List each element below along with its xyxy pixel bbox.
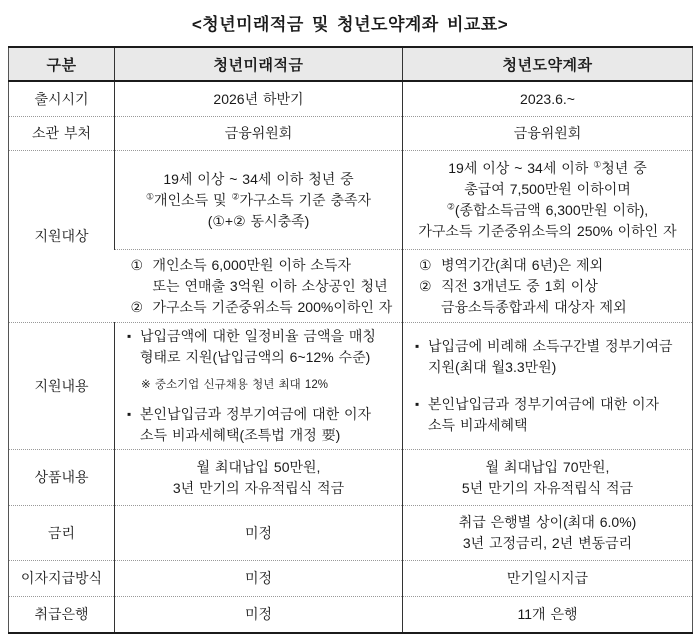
label-interest-payment: 이자지급방식 [9,561,115,597]
square-bullet-icon: ▪ [415,339,420,353]
criteria-doyak-line4: 가구소득 기준중위소득의 250% 이하인 자 [418,223,677,239]
exclusion-item: ② 직전 3개년도 중 1회 이상 [419,276,688,297]
row-rate [9,506,693,561]
cell-rate-mirae: 미정 [115,506,403,561]
cell-rate-doyak: 취급 은행별 상이(최대 6.0%) 3년 고정금리, 2년 변동금리 [403,506,693,561]
sup-2: ② [446,201,455,212]
benefit-item: ▪ 납입금에 비례해 소득구간별 정부기여금 지원(최대 월3.3만원) [415,336,688,378]
label-ministry: 소관 부처 [9,117,115,151]
row-interest-payment [9,561,693,597]
row-benefits [9,323,693,450]
exclusion-item: 또는 연매출 3억원 이하 소상공인 청년 [152,277,388,294]
square-bullet-icon: ▪ [127,329,132,344]
cell-ministry-doyak: 금융위원회 [403,117,693,151]
sup-1: ① [593,159,602,170]
exclusion-item: ① 개인소득 6,000만원 이하 소득자 [131,255,399,276]
square-bullet-icon: ▪ [127,406,132,421]
criteria-mirae-line1: 19세 이상 ~ 34세 이하 청년 중 [163,170,354,187]
cell-product-mirae: 월 최대납입 50만원, 3년 만기의 자유적립식 적금 [115,450,403,506]
row-product [9,450,693,506]
criteria-doyak-line2: 총급여 7,500만원 이하이며 [464,181,631,197]
benefit-item: ▪ 납입금액에 대한 일정비율 금액을 매칭 형태로 지원(납입금액의 6~12% 수준) [127,326,398,368]
cell-target-criteria-mirae [115,151,403,250]
circled-number: ② [419,277,432,294]
criteria-mirae-line3: (①+② 동시충족) [207,212,310,229]
cell-launch-mirae: 2026년 하반기 [115,81,403,117]
cell-launch-doyak: 2023.6.~ [403,81,693,117]
label-benefits: 지원내용 [9,323,115,450]
label-target: 지원대상 [9,151,115,323]
exclusion-item: ① 병역기간(최대 6년)은 제외 [419,255,688,276]
header-category: 구분 [9,47,115,81]
criteria-doyak-line3: ②(종합소득금액 6,300만원 이하), [446,201,649,218]
header-mirae: 청년미래적금 [115,47,403,81]
criteria-mirae-line2: ①개인소득 및 ②가구소득 기준 충족자 [145,190,372,208]
cell-benefits-mirae [115,323,403,450]
exclusion-item: 금융소득종합과세 대상자 제외 [441,298,627,315]
row-target-criteria [9,151,693,250]
row-launch [9,81,693,117]
benefit-item: ▪ 본인납입금과 정부기여금에 대한 이자 소득 비과세혜택(조특법 개정 要) [127,404,398,446]
header-doyak: 청년도약계좌 [403,47,693,81]
header-row [9,47,693,81]
circled-number: ② [130,298,144,315]
cell-interest-doyak: 만기일시지급 [403,561,693,597]
cell-banks-mirae: 미정 [115,597,403,634]
label-launch: 출시시기 [9,81,115,117]
sup-2: ② [231,190,240,201]
benefit-item: ▪ 본인납입금과 정부기여금에 대한 이자 소득 비과세혜택 [415,394,688,436]
page-title: <청년미래적금 및 청년도약계좌 비교표> [191,15,509,34]
cell-ministry-mirae: 금융위원회 [115,117,403,151]
square-bullet-icon: ▪ [415,397,420,411]
cell-product-doyak: 월 최대납입 70만원, 5년 만기의 자유적립식 적금 [403,450,693,506]
exclusion-item: ② 가구소득 기준중위소득 200%이하인 자 [131,297,399,318]
label-rate: 금리 [9,506,115,561]
cell-target-criteria-doyak [403,151,693,250]
cell-benefits-doyak [403,323,693,450]
cell-banks-doyak: 11개 은행 [403,597,693,634]
row-banks [9,597,693,634]
cell-target-exclusions-mirae [115,250,403,323]
sup-1: ① [145,190,155,201]
label-banks: 취급은행 [9,597,115,634]
label-product: 상품내용 [9,450,115,506]
benefit-footnote: ※ 중소기업 신규채용 청년 최대 12% [141,379,328,392]
criteria-doyak-line1: 19세 이상 ~ 34세 이하 ①청년 중 [448,159,647,176]
comparison-table [8,46,693,634]
circled-number: ① [419,256,432,273]
cell-target-exclusions-doyak [403,250,693,323]
cell-interest-mirae: 미정 [115,561,403,597]
circled-number: ① [130,256,144,273]
row-ministry [9,117,693,151]
